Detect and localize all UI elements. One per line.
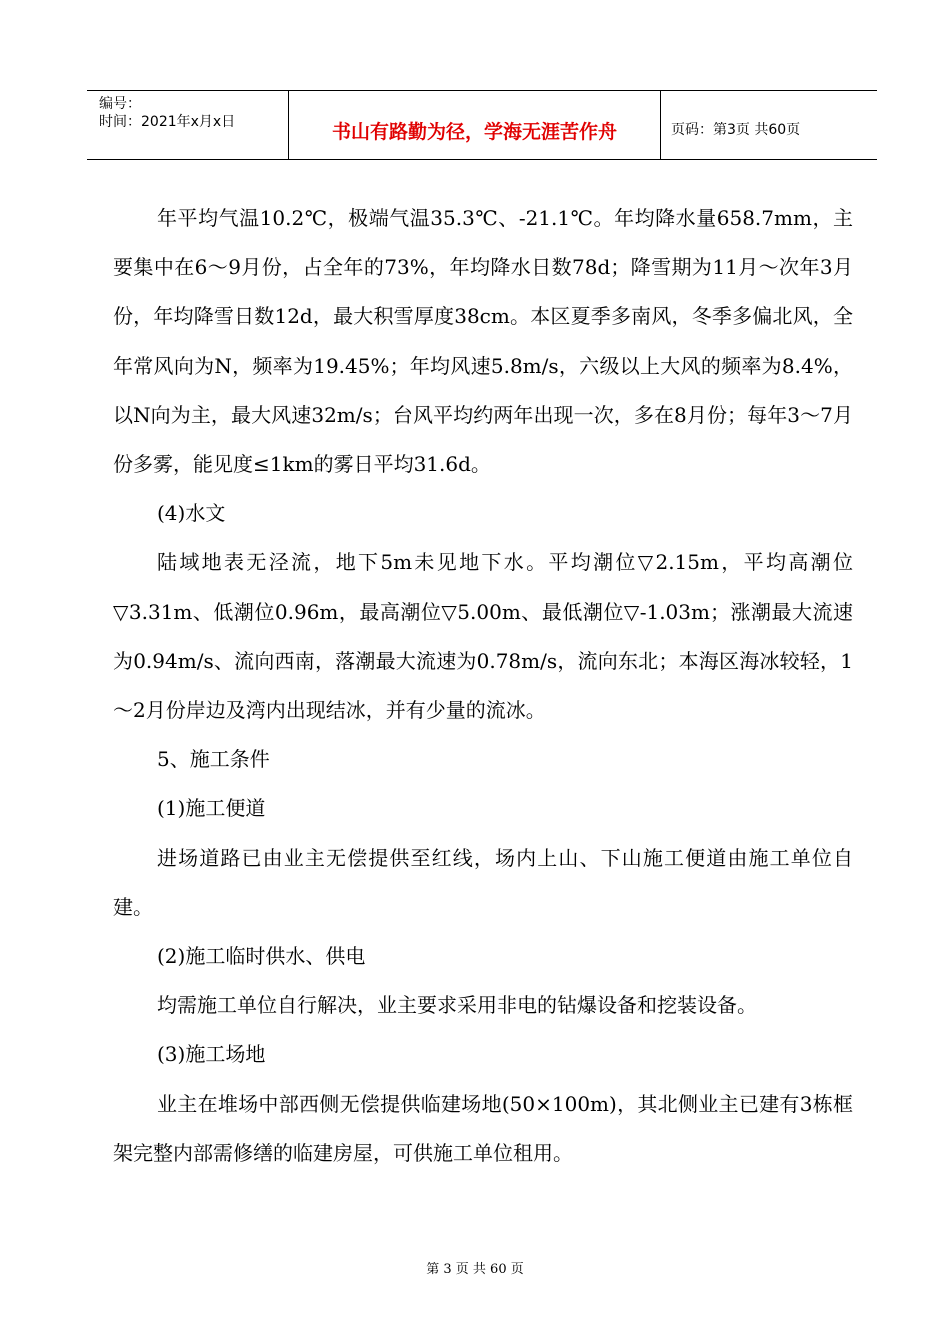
section-heading: 5、施工条件 — [157, 747, 270, 772]
time-label: 时间：2021年x月x日 — [99, 114, 236, 130]
paragraph: 均需施工单位自行解决，业主要求采用非电的钻爆设备和挖装设备。 — [157, 993, 757, 1018]
section-heading: (2)施工临时供水、供电 — [157, 944, 366, 969]
header-meta — [87, 91, 289, 159]
page-header — [87, 90, 877, 160]
header-page-info: 页码：第3页 共60页 — [671, 122, 801, 138]
section-heading: (3)施工场地 — [157, 1042, 266, 1067]
paragraph: 陆域地表无泾流，地下5m未见地下水。平均潮位▽2.15m，平均高潮位▽3.31m、低潮位0.96m，最高潮位▽5.00m、最低潮位▽-1.03m；涨潮最大流速为0.94m/s、流向西南，落潮最大流速为0.78m/s，流向东北；本海区海冰较轻，1～2月份岸边及湾内出现结冰，并有少量的流冰。 — [113, 550, 853, 723]
section-heading: (1)施工便道 — [157, 796, 266, 821]
header-motto: 书山有路勤为径，学海无涯苦作舟 — [289, 91, 661, 159]
paragraph: 业主在堆场中部西侧无偿提供临建场地(50×100m)，其北侧业主已建有3栋框架完整内部需修缮的临建房屋，可供施工单位租用。 — [113, 1091, 853, 1165]
section-heading: (4)水文 — [157, 501, 226, 526]
paragraph: 年平均气温10.2℃，极端气温35.3℃、-21.1℃。年均降水量658.7mm，主要集中在6～9月份，占全年的73%，年均降水日数78d；降雪期为11月～次年3月份，年均降雪日数12d，最大积雪厚度38cm。本区夏季多南风，冬季多偏北风，全年常风向为N，频率为19.45%；年均风速5.8m/s，六级以上大风的频率为8.4%，以N向为主，最大风速32m/s；台风平均约两年出现一次，多在8月份；每年3～7月份多雾，能见度≤1km的雾日平均31.6d。 — [113, 206, 853, 477]
paragraph: 进场道路已由业主无偿提供至红线，场内上山、下山施工便道由施工单位自建。 — [113, 845, 853, 919]
document-body — [113, 194, 853, 1178]
number-label: 编号： — [99, 96, 141, 112]
page-footer: 第 3 页 共 60 页 — [426, 1262, 524, 1277]
